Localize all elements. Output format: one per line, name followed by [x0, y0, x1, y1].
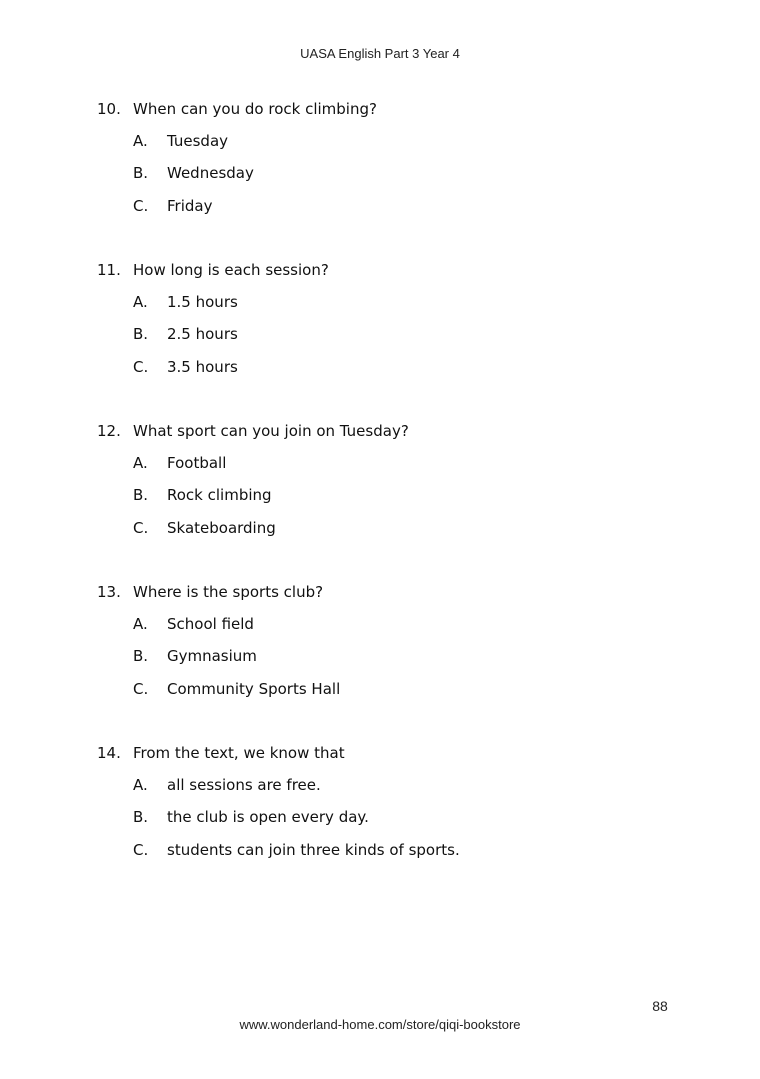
option-text: Football: [167, 454, 227, 472]
page-number: 88: [652, 998, 668, 1014]
option-text: 3.5 hours: [167, 358, 238, 376]
option-letter: A.: [133, 454, 148, 472]
option-letter: B.: [133, 808, 149, 826]
option-letter: A.: [133, 776, 148, 794]
option-letter: B.: [133, 486, 149, 504]
question-13: [97, 580, 697, 741]
option-letter: A.: [133, 293, 148, 311]
option-letter: C.: [133, 519, 149, 537]
option-letter: B.: [133, 325, 149, 343]
question-10: [97, 97, 697, 258]
option-text: Community Sports Hall: [167, 680, 341, 698]
page-header: UASA English Part 3 Year 4: [300, 46, 460, 61]
question-text: When can you do rock climbing?: [133, 100, 377, 118]
question-number: 10.: [97, 100, 121, 118]
option-letter: C.: [133, 680, 149, 698]
footer-url: www.wonderland-home.com/store/qiqi-bookstore: [239, 1017, 521, 1032]
question-number: 14.: [97, 744, 121, 762]
question-12: [97, 419, 697, 580]
option-letter: A.: [133, 132, 148, 150]
option-text: Skateboarding: [167, 519, 276, 537]
option-letter: C.: [133, 841, 149, 859]
option-text: Rock climbing: [167, 486, 272, 504]
option-text: students can join three kinds of sports.: [167, 841, 460, 859]
question-number: 11.: [97, 261, 121, 279]
question-text: What sport can you join on Tuesday?: [133, 422, 409, 440]
question-text: How long is each session?: [133, 261, 329, 279]
question-number: 13.: [97, 583, 121, 601]
option-letter: C.: [133, 197, 149, 215]
option-letter: B.: [133, 164, 149, 182]
question-14: [97, 741, 697, 902]
option-text: 1.5 hours: [167, 293, 238, 311]
question-text: Where is the sports club?: [133, 583, 324, 601]
option-text: School field: [167, 615, 254, 633]
question-list: [97, 97, 697, 902]
option-text: all sessions are free.: [167, 776, 321, 794]
option-text: Friday: [167, 197, 213, 215]
option-letter: C.: [133, 358, 149, 376]
option-text: 2.5 hours: [167, 325, 238, 343]
option-text: Gymnasium: [167, 647, 257, 665]
question-text: From the text, we know that: [133, 744, 345, 762]
option-text: Wednesday: [167, 164, 254, 182]
question-number: 12.: [97, 422, 121, 440]
option-text: Tuesday: [167, 132, 229, 150]
question-11: [97, 258, 697, 419]
option-letter: A.: [133, 615, 148, 633]
option-text: the club is open every day.: [167, 808, 369, 826]
option-letter: B.: [133, 647, 149, 665]
